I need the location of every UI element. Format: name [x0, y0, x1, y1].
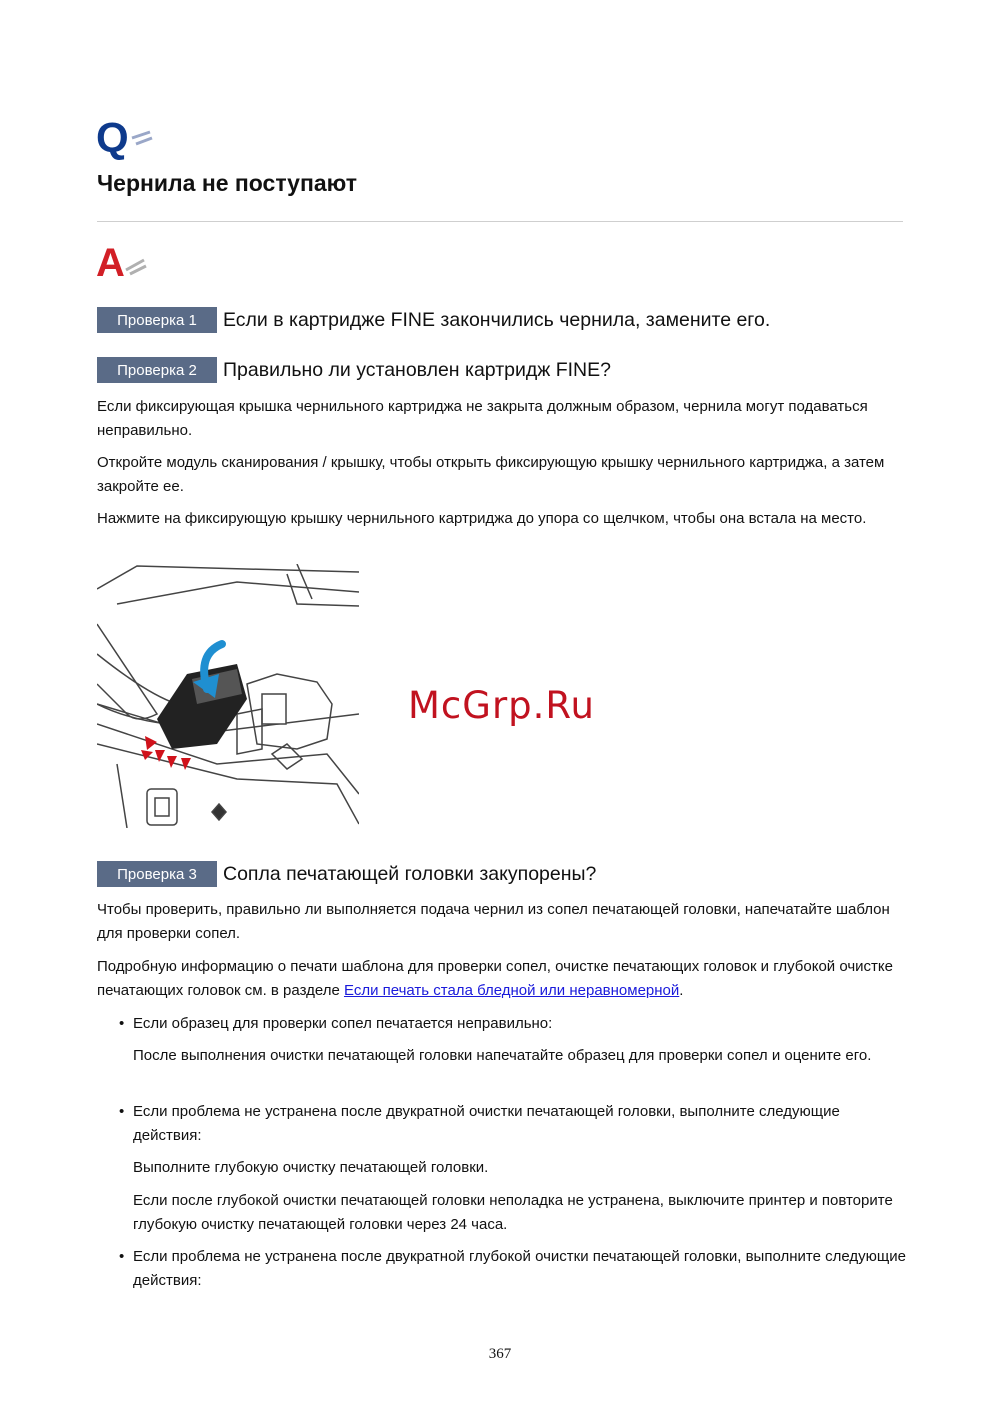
bullet-1: •: [119, 1015, 125, 1032]
check-2-paragraph-3: Нажмите на фиксирующую крышку чернильного картриджа до упора со щелчком, чтобы она встала на место.: [97, 510, 867, 527]
check-1-header: [97, 307, 770, 333]
check-3-title: Сопла печатающей головки закупорены?: [223, 862, 597, 885]
check-3-badge: Проверка 3: [97, 861, 217, 887]
check-3-header: [97, 861, 596, 887]
check-1-badge: Проверка 1: [97, 307, 217, 333]
page-title: Чернила не поступают: [97, 170, 357, 196]
paragraph-end: .: [679, 982, 684, 999]
check-2-title: Правильно ли установлен картридж FINE?: [223, 358, 611, 381]
answer-a-icon: [96, 242, 152, 278]
check-2-paragraph-1: Если фиксирующая крышка чернильного картриджа не закрыта должным образом, чернила могут подаваться неправильно.: [97, 398, 868, 439]
faded-print-link[interactable]: Если печать стала бледной или неравномерной: [343, 982, 680, 999]
bullet-2-subtext-1: Выполните глубокую очистку печатающей головки.: [133, 1159, 489, 1176]
paragraph-text: Подробную информацию о печати шаблона для проверки сопел, очистке печатающих головок и глубокой очистке печатающих головок см. в разделе: [97, 958, 893, 999]
check-3-paragraph-1: Чтобы проверить, правильно ли выполняется подача чернил из сопел печатающей головки, напечатайте шаблон для проверки сопел.: [97, 901, 890, 942]
svg-text:Q: Q: [96, 118, 129, 160]
bullet-2-subtext-2: Если после глубокой очистки печатающей головки неполадка не устранена, выключите принтер и повторите глубокую очистку печатающей головки через 24 часа.: [133, 1192, 893, 1233]
page-number: 367: [488, 1346, 512, 1362]
cartridge-cover-illustration: [97, 564, 359, 828]
question-q-icon: [96, 118, 156, 160]
bullet-1-subtext: После выполнения очистки печатающей головки напечатайте образец для проверки сопел и оцените его.: [133, 1047, 872, 1064]
check-2-header: [97, 357, 611, 383]
check-3-paragraph-2: [97, 955, 907, 1003]
bullet-3: •: [119, 1248, 125, 1265]
check-2-badge: Проверка 2: [97, 357, 217, 383]
bullet-2: •: [119, 1103, 125, 1120]
check-2-paragraph-2: Откройте модуль сканирования / крышку, чтобы открыть фиксирующую крышку чернильного картриджа, а затем закройте ее.: [97, 454, 885, 495]
svg-text:A: A: [96, 242, 125, 278]
bullet-3-text: Если проблема не устранена после двукратной глубокой очистки печатающей головки, выполните следующие действия:: [133, 1248, 906, 1289]
watermark: McGrp.Ru: [408, 684, 595, 727]
bullet-2-text: Если проблема не устранена после двукратной очистки печатающей головки, выполните следующие действия:: [133, 1103, 840, 1144]
divider: [97, 221, 903, 222]
bullet-1-text: Если образец для проверки сопел печатается неправильно:: [133, 1015, 553, 1032]
check-1-title: Если в картридже FINE закончились чернила, замените его.: [223, 308, 771, 331]
